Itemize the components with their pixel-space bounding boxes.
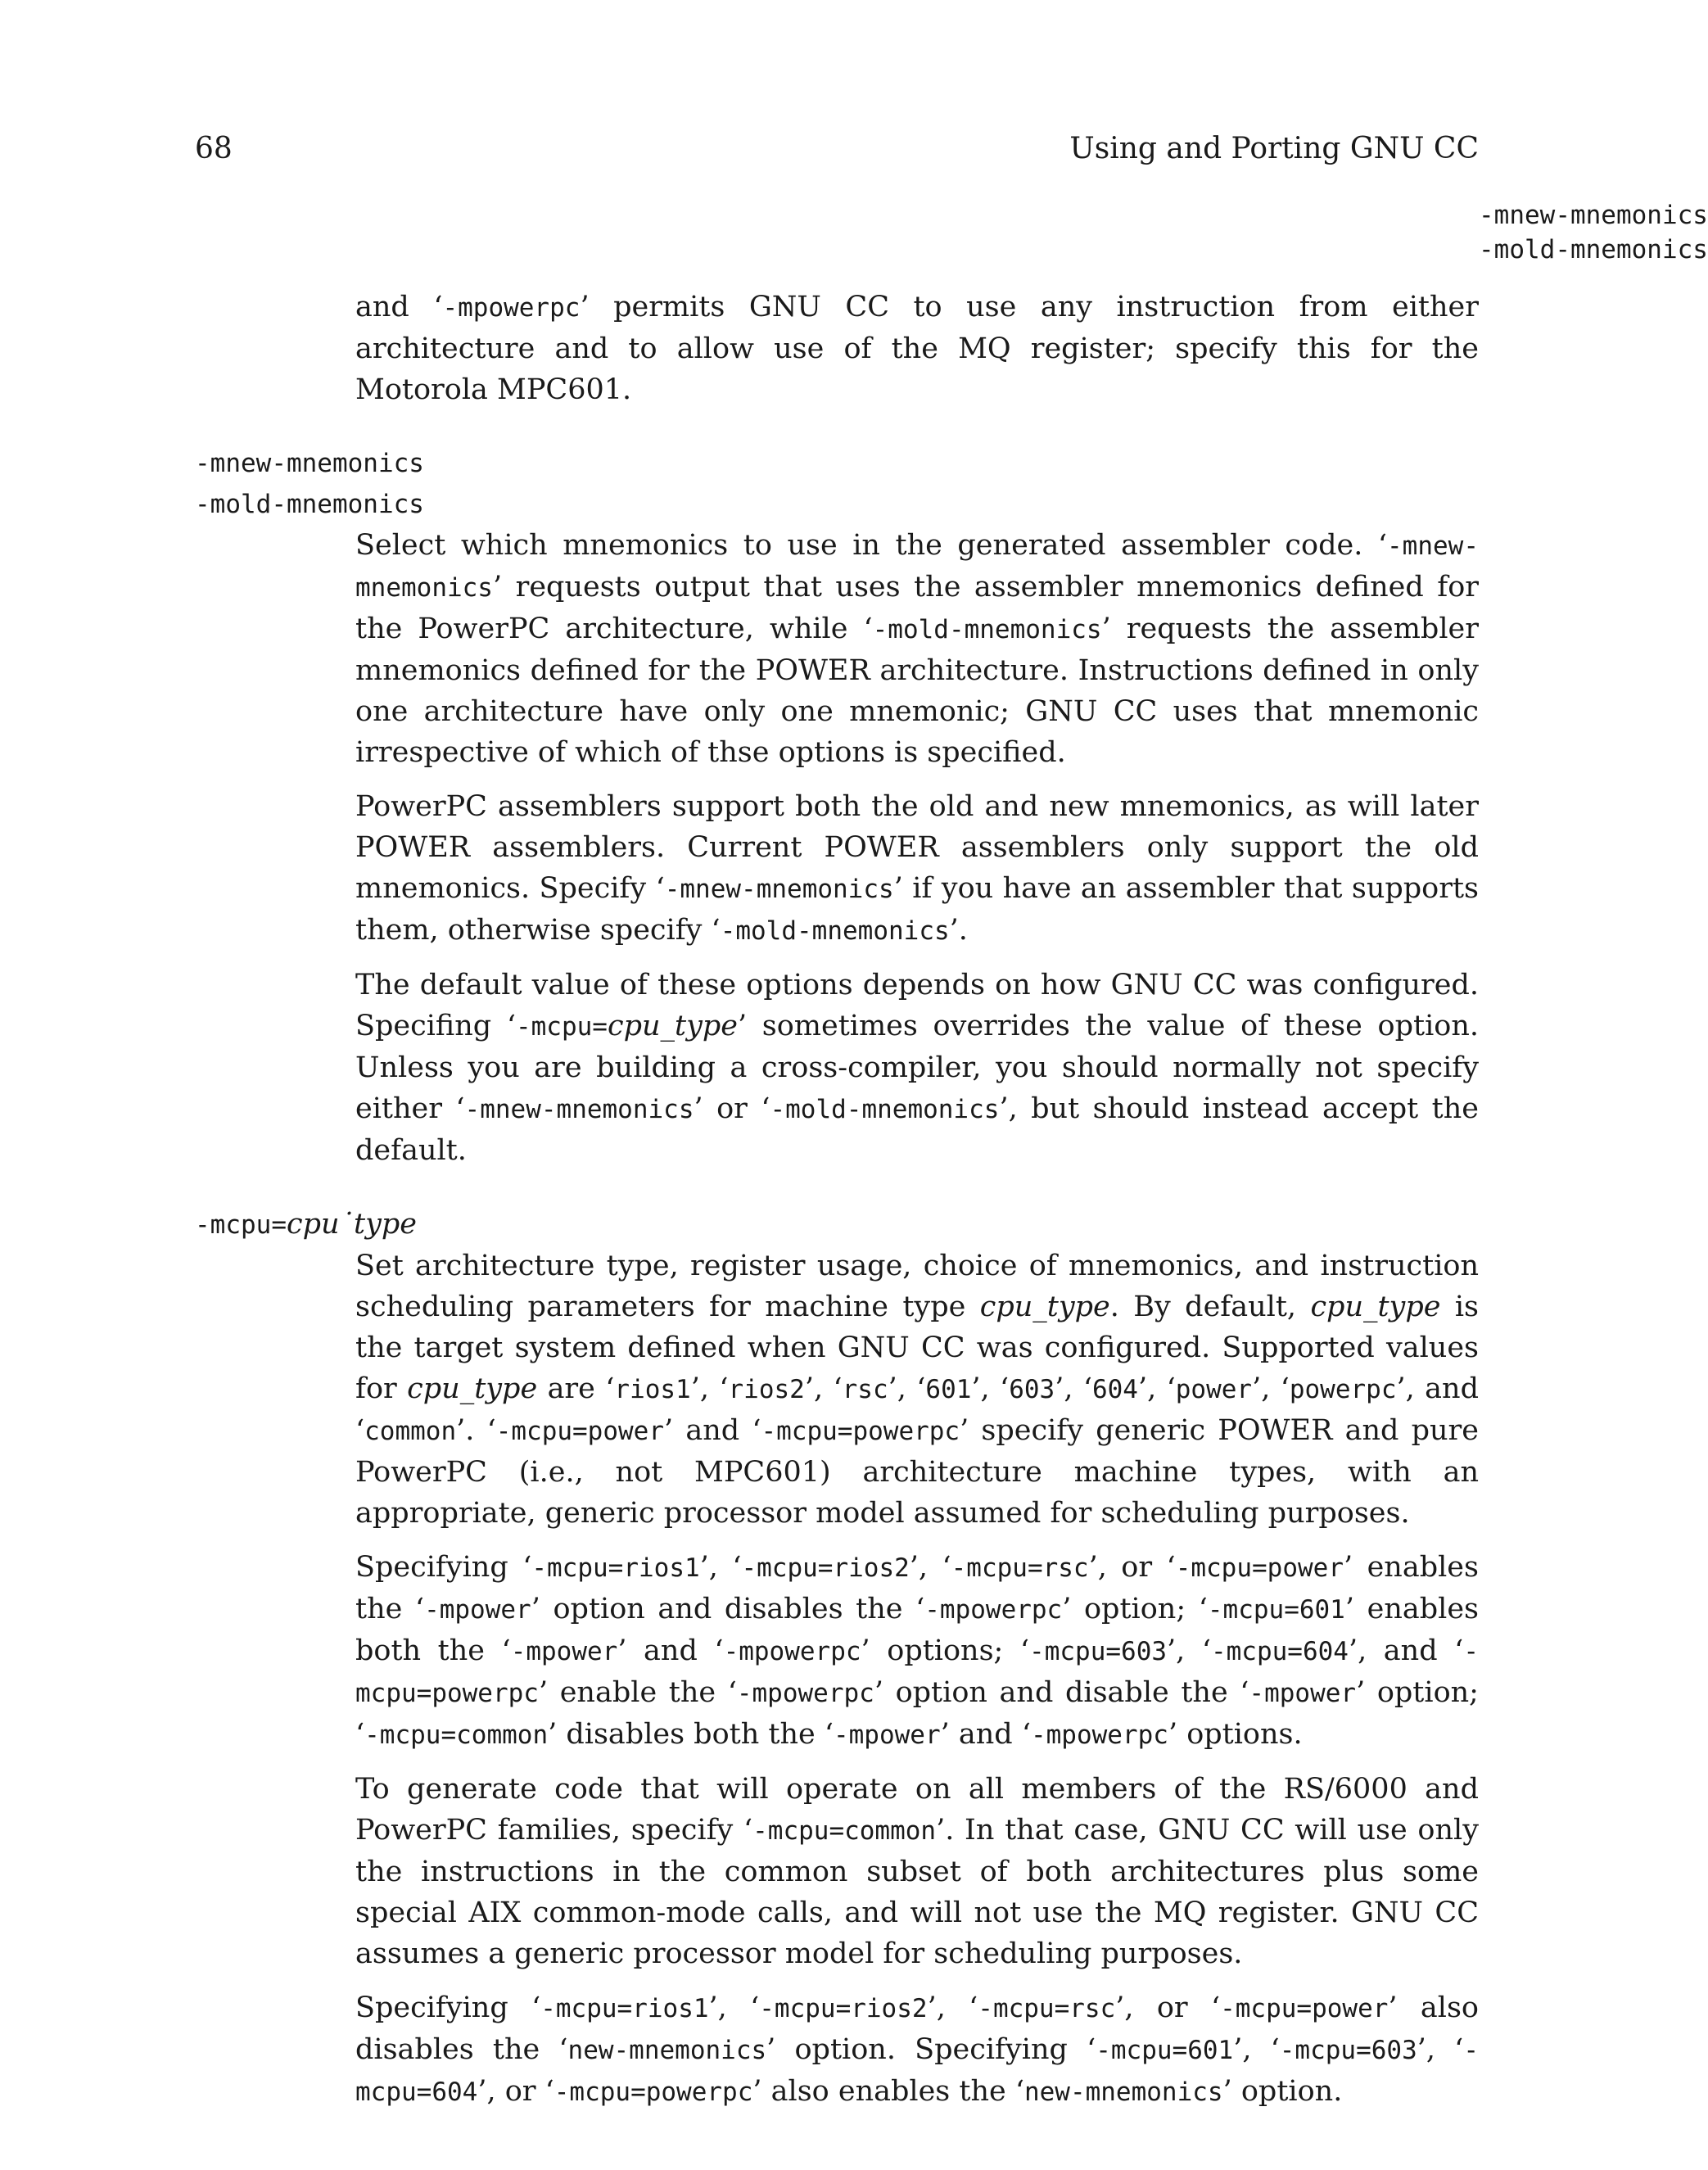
mcpu-paragraph-4: Specifying ‘-mcpu=rios1’, ‘-mcpu=rios2’, ‘-mcpu=rsc’, or ‘-mcpu=power’ also disables the ‘new-mnemonics’ option. Specifying ‘-mcpu=601’, ‘-mcpu=603’, ‘-mcpu=604’, or ‘-mcpu=powerpc’ also enables the ‘new-mnemonics’ option. [355, 1991, 1479, 2108]
mcpu-paragraph-1: Set architecture type, register usage, choice of mnemonics, and instruction scheduling parameters for machine type cpu_type. By default, cpu_type is the target system defined when GNU CC was configured. Supported values for cpu_type are ‘rios1’, ‘rios2’, ‘rsc’, ‘601’, ‘603’, ‘604’, ‘power’, ‘powerpc’, and ‘common’. ‘-mcpu=power’ and ‘-mcpu=powerpc’ specify generic POWER and pure PowerPC (i.e., not MPC601) architecture machine types, with an appropriate, generic processor model assumed for scheduling purposes. [355, 1250, 1480, 1530]
running-title: Using and Porting GNU CC [1069, 132, 1479, 165]
margin-note-line: -mold-mnemonics [1479, 235, 1708, 264]
page-number: 68 [195, 132, 233, 165]
mnemonics-paragraph-2: PowerPC assemblers support both the old and new mnemonics, as will later POWER assemblers. Current POWER assemblers only support the old mnemonics. Specify ‘-mnew-mnemonics’ if you have an assembler that supports them, otherwise specify ‘-mold-mnemonics’. [355, 790, 1479, 947]
mcpu-paragraph-3: To generate code that will operate on all members of the RS/6000 and PowerPC families, specify ‘-mcpu=common’. In that case, GNU CC will use only the instructions in the common subset of both architectures plus some special AIX common-mode calls, and will not use the MQ register. GNU CC assumes a generic processor model for scheduling purposes. [355, 1773, 1479, 1970]
option-term: -mcpu=cpu˙type [195, 1208, 417, 1241]
mnemonics-paragraph-1: Select which mnemonics to use in the generated assembler code. ‘-mnew-mnemonics’ requests output that uses the assembler mnemonics defined for the PowerPC architecture, while ‘-mold-mnemonics’ requests the assembler mnemonics defined for the POWER architecture. Instructions defined in only one architecture have only one mnemonic; GNU CC uses that mnemonic irrespective of which of thse options is specified. [355, 529, 1479, 769]
mnemonics-entry [195, 443, 1479, 1171]
margin-note-line: -mnew-mnemonics [1479, 201, 1708, 230]
mnemonics-paragraph-3: The default value of these options depends on how GNU CC was configured. Specifing ‘-mcpu=cpu_type’ sometimes overrides the value of these option. Unless you are building a cross-compiler, you should normally not specify either ‘-mnew-mnemonics’ or ‘-mold-mnemonics’, but should instead accept the default. [355, 969, 1479, 1167]
intro-paragraph: and ‘-mpowerpc’ permits GNU CC to use any instruction from either architecture and to allow use of the MQ register; specify this for the Motorola MPC601. [355, 291, 1479, 406]
option-term: -mold-mnemonics [195, 490, 424, 519]
mcpu-paragraph-2: Specifying ‘-mcpu=rios1’, ‘-mcpu=rios2’, ‘-mcpu=rsc’, or ‘-mcpu=power’ enables the ‘-mpower’ option and disables the ‘-mpowerpc’ option; ‘-mcpu=601’ enables both the ‘-mpower’ and ‘-mpowerpc’ options; ‘-mcpu=603’, ‘-mcpu=604’, and ‘-mcpu=powerpc’ enable the ‘-mpowerpc’ option and disable the ‘-mpower’ option; ‘-mcpu=common’ disables both the ‘-mpower’ and ‘-mpowerpc’ options. [355, 1551, 1479, 1751]
margin-note [1479, 198, 1708, 267]
mcpu-entry [195, 1204, 1479, 2113]
page-body [195, 287, 1479, 2126]
option-term: -mnew-mnemonics [195, 449, 424, 478]
